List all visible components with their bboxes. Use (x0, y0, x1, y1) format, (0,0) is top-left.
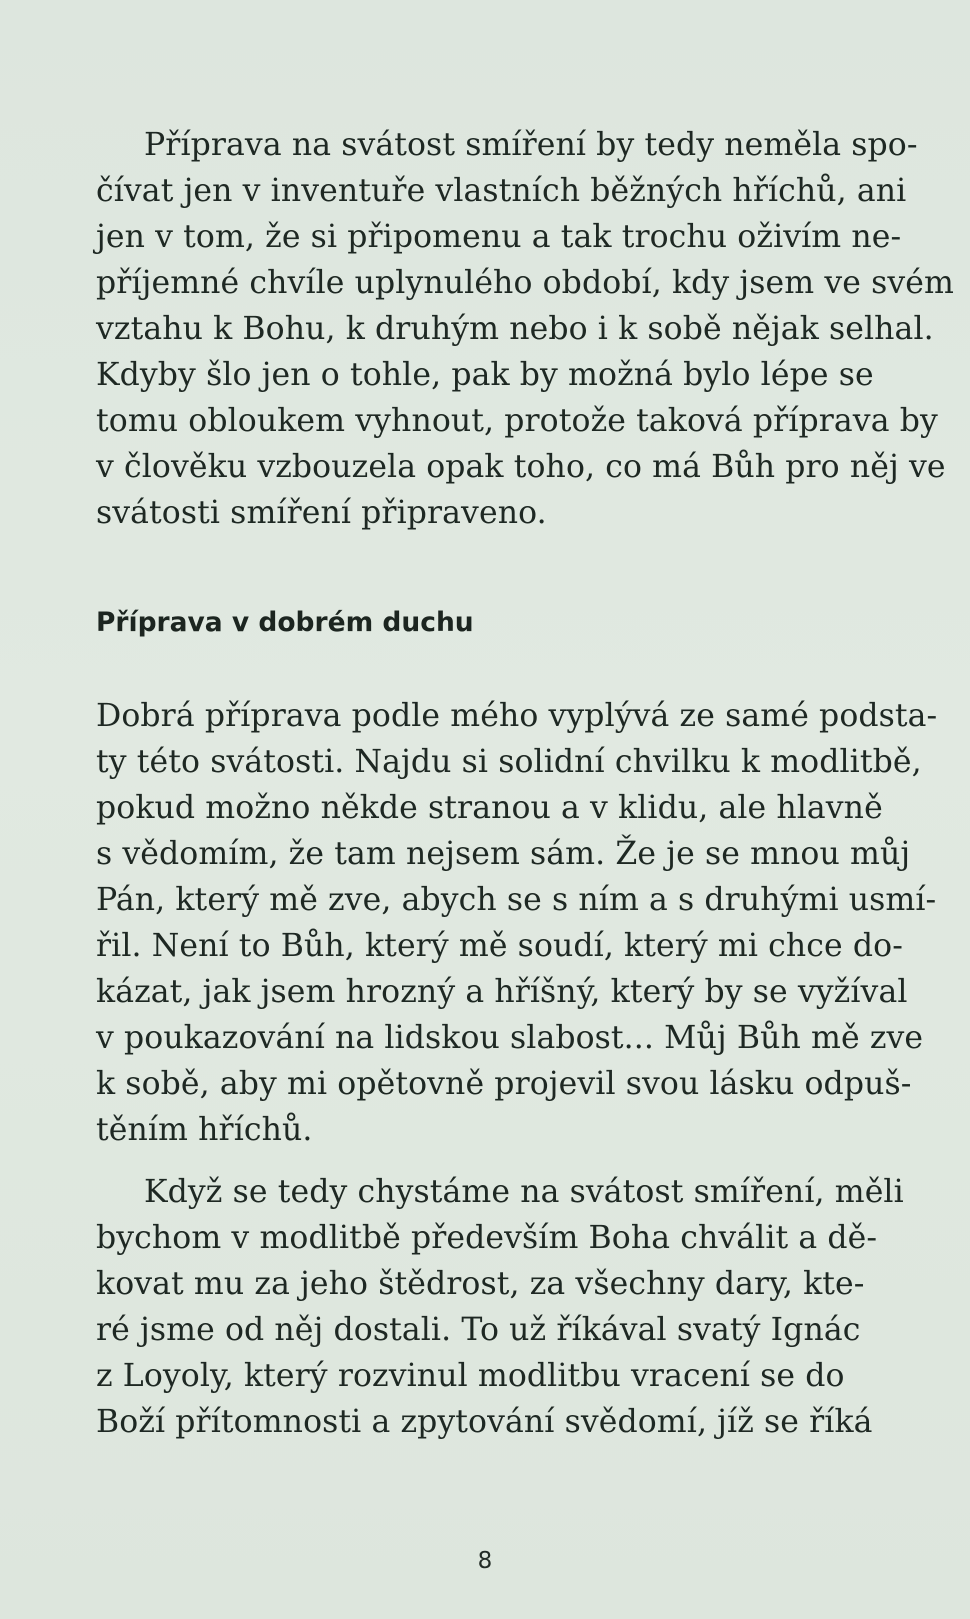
text-line: bychom v modlitbě především Boha chválit a dě- (96, 1220, 878, 1256)
text-line: s vědomím, že tam nejsem sám. Že je se mnou můj (96, 836, 911, 872)
text-line: těním hříchů. (96, 1112, 313, 1148)
text-line: svátosti smíření připraveno. (96, 495, 547, 531)
text-line: Dobrá příprava podle mého vyplývá ze samé podsta- (96, 698, 938, 734)
text-line: v člověku vzbouzela opak toho, co má Bůh pro něj ve (96, 449, 946, 485)
page-number: 8 (477, 1548, 493, 1574)
paragraph-3-body (96, 1169, 904, 1445)
text-line: Příprava na svátost smíření by tedy neměla spo- (144, 127, 918, 163)
text-line: tomu obloukem vyhnout, protože taková příprava by (96, 403, 938, 439)
text-line: ré jsme od něj dostali. To už říkával svatý Ignác (96, 1312, 861, 1348)
text-line: jen v tom, že si připomenu a tak trochu oživím ne- (96, 219, 902, 255)
text-line: kovat mu za jeho štědrost, za všechny dary, kte- (96, 1266, 865, 1302)
text-line: vztahu k Bohu, k druhým nebo i k sobě nějak selhal. (96, 311, 934, 347)
paragraph-2 (96, 693, 938, 1153)
text-line: čívat jen v inventuře vlastních běžných hříchů, ani (96, 173, 907, 209)
paragraph-1-body (96, 122, 954, 536)
text-line: Když se tedy chystáme na svátost smíření, měli (144, 1174, 904, 1210)
text-line: z Loyoly, který rozvinul modlitbu vracení se do (96, 1358, 845, 1394)
text-line: Pán, který mě zve, abych se s ním a s druhými usmí- (96, 882, 937, 918)
text-line: ty této svátosti. Najdu si solidní chvilku k modlitbě, (96, 744, 922, 780)
paragraph-2-body (96, 693, 938, 1153)
section-heading: Příprava v dobrém duchu (96, 607, 474, 638)
text-line: řil. Není to Bůh, který mě soudí, který mi chce do- (96, 928, 903, 964)
text-line: Boží přítomnosti a zpytování svědomí, jíž se říká (96, 1404, 873, 1440)
text-line: v poukazování na lidskou slabost... Můj Bůh mě zve (96, 1020, 924, 1056)
paragraph-3 (96, 1169, 904, 1445)
text-line: kázat, jak jsem hrozný a hříšný, který by se vyžíval (96, 974, 908, 1010)
text-line: příjemné chvíle uplynulého období, kdy jsem ve svém (96, 265, 954, 301)
paragraph-1 (96, 122, 954, 536)
text-line: Kdyby šlo jen o tohle, pak by možná bylo lépe se (96, 357, 874, 393)
text-line: k sobě, aby mi opětovně projevil svou lásku odpuš- (96, 1066, 912, 1102)
text-line: pokud možno někde stranou a v klidu, ale hlavně (96, 790, 883, 826)
